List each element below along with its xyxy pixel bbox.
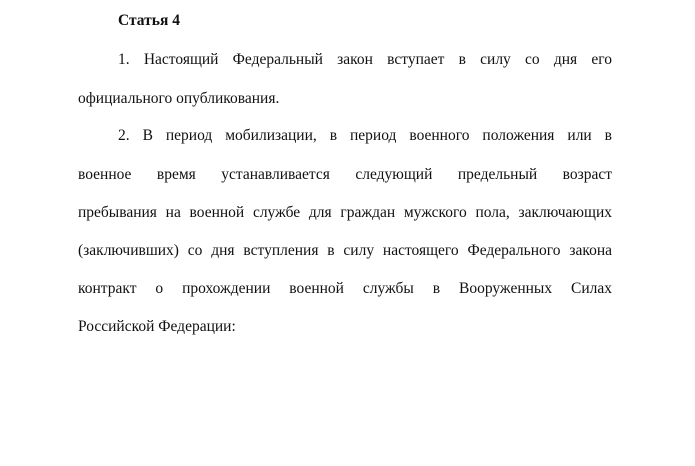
paragraph-2-line-2: военное время устанавливается следующий предельный возраст <box>78 166 612 183</box>
paragraph-2-line-5: контракт о прохождении военной службы в Вооруженных Силах <box>78 280 612 297</box>
paragraph-1-line-2: официального опубликования. <box>78 90 280 107</box>
paragraph-2-line-4: (заключивших) со дня вступления в силу настоящего Федерального закона <box>78 242 612 259</box>
paragraph-2-line-6: Российской Федерации: <box>78 318 236 335</box>
paragraph-2-line-3: пребывания на военной службе для граждан мужского пола, заключающих <box>78 204 612 221</box>
paragraph-1-line-1: 1. Настоящий Федеральный закон вступает в силу со дня его <box>118 51 612 68</box>
article-heading: Статья 4 <box>118 12 180 29</box>
paragraph-2-line-1: 2. В период мобилизации, в период военного положения или в <box>118 127 612 144</box>
